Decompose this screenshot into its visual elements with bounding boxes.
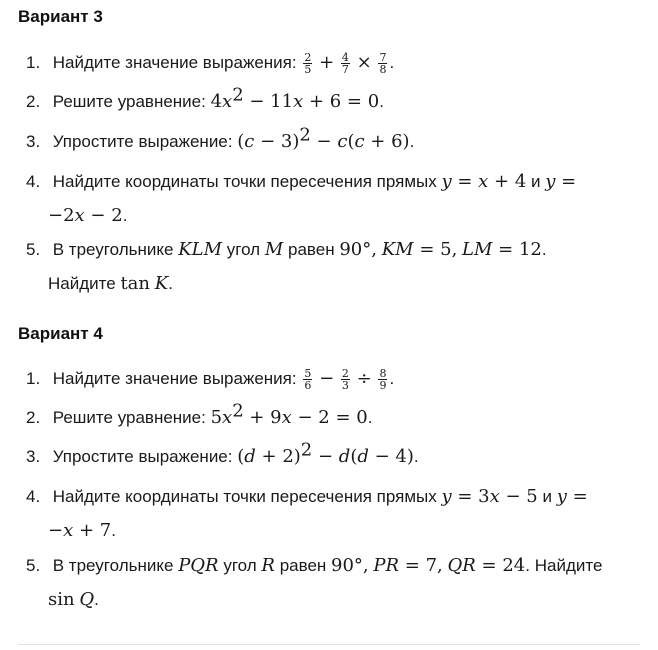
fraction: $\frac{2}{3}$	[341, 367, 349, 393]
fraction: $\frac{2}{5}$	[304, 51, 312, 77]
v3-question-2: 2. Решите уравнение: $4x^2 - 11x + 6 = 0$.	[26, 84, 384, 112]
fraction: $\frac{7}{8}$	[379, 51, 387, 77]
variant-4-heading: Вариант 4	[18, 324, 103, 343]
v3-question-4: 4. Найдите координаты точки пересечения прямых y = x + 4 и y = −2x − 2.	[26, 171, 577, 226]
bottom-divider	[18, 644, 640, 645]
fraction: $\frac{8}{9}$	[379, 367, 387, 393]
variant-3-heading: Вариант 3	[18, 7, 103, 26]
fraction: $\frac{4}{7}$	[341, 51, 349, 77]
fraction: $\frac{5}{6}$	[304, 367, 312, 393]
v3-question-1: 1. Найдите значение выражения: $\frac{2}{5}$ + $\frac{4}{7}$ × $\frac{7}{8}$ .	[26, 51, 395, 77]
v4-question-2: 2. Решите уравнение: $5x^2 + 9x - 2 = 0$.	[26, 400, 373, 428]
v4-question-1: 1. Найдите значение выражения: $\frac{5}{6}$ − $\frac{2}{3}$ ÷ $\frac{8}{9}$ .	[26, 367, 395, 393]
v4-question-3: 3. Упростите выражение: $(d + 2)^2 - d(d - 4)$.	[26, 439, 419, 467]
v3-question-3: 3. Упростите выражение: $(c - 3)^2 - c(c + 6)$.	[26, 124, 415, 152]
v3-question-5: 5. В треугольнике KLM угол M равен 90°, KM = 5, LM = 12. Найдите tan K.	[26, 239, 547, 294]
v4-question-4: 4. Найдите координаты точки пересечения прямых y = 3x − 5 и y = −x + 7.	[26, 486, 588, 541]
v4-question-5: 5. В треугольнике PQR угол R равен 90°, PR = 7, QR = 24. Найдите sin Q.	[26, 555, 603, 610]
